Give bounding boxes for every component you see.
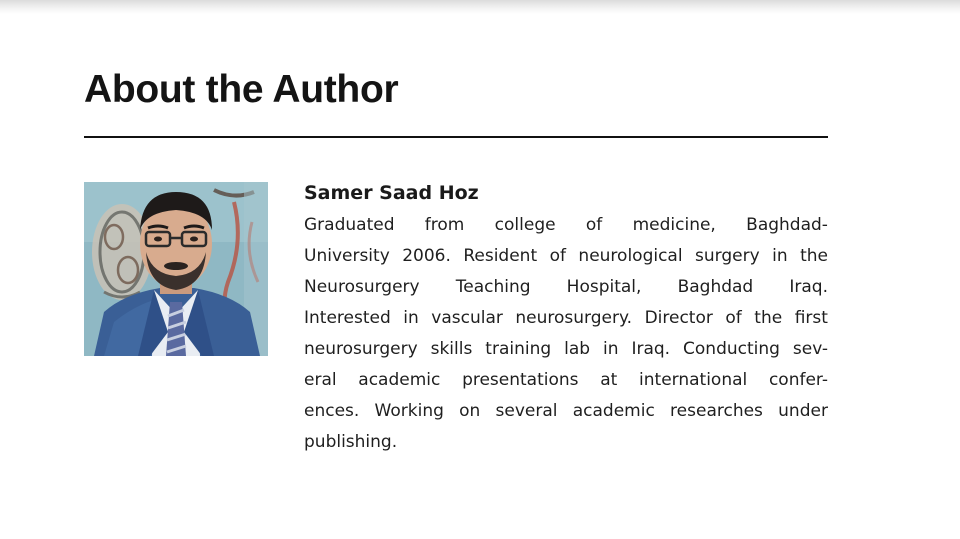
- bio-line: [304, 241, 828, 272]
- bio-word: ences.: [304, 401, 360, 421]
- bio-word: of: [725, 308, 742, 328]
- bio-word: several: [495, 401, 558, 421]
- author-photo: [84, 182, 268, 356]
- bio-word: from: [424, 215, 465, 235]
- bio-word: Iraq.: [631, 339, 671, 359]
- bio-word: confer-: [768, 370, 828, 390]
- bio-word: academic: [358, 370, 441, 390]
- bio-word: Director: [644, 308, 713, 328]
- bio-line: [304, 334, 828, 365]
- bio-word: the: [800, 246, 828, 266]
- bio-word: training: [485, 339, 552, 359]
- bio-word: vascular: [431, 308, 503, 328]
- bio-word: lab: [564, 339, 591, 359]
- bio-line: [304, 303, 828, 334]
- bio-word: under: [778, 401, 828, 421]
- page-top-shadow: [0, 0, 960, 14]
- author-portrait-icon: [84, 182, 268, 356]
- bio-word: neurosurgery.: [515, 308, 633, 328]
- page-title: About the Author: [84, 68, 399, 111]
- bio-word: Conducting: [683, 339, 780, 359]
- bio-word: skills: [430, 339, 473, 359]
- bio-text: [304, 210, 828, 458]
- bio-word: the: [754, 308, 783, 328]
- bio-word: in: [403, 308, 419, 328]
- bio-word: of: [549, 246, 566, 266]
- bio-word: in: [603, 339, 619, 359]
- bio-word: University: [304, 246, 390, 266]
- bio-word: 2006.: [402, 246, 451, 266]
- bio-word: neurosurgery: [304, 339, 418, 359]
- bio-word: Baghdad-: [746, 215, 828, 235]
- bio-line: publishing.: [304, 432, 398, 452]
- bio-word: eral: [304, 370, 337, 390]
- bio-word: Neurosurgery: [304, 277, 420, 297]
- author-bio: [304, 176, 828, 458]
- bio-word: neurological: [578, 246, 683, 266]
- bio-word: college: [494, 215, 556, 235]
- bio-word: Resident: [463, 246, 538, 266]
- bio-line: [304, 396, 828, 427]
- bio-word: at: [600, 370, 618, 390]
- bio-word: academic: [572, 401, 655, 421]
- bio-word: Baghdad: [677, 277, 754, 297]
- bio-line: [304, 272, 828, 303]
- bio-word: Graduated: [304, 215, 395, 235]
- bio-word: Working: [374, 401, 444, 421]
- bio-line: [304, 365, 828, 396]
- bio-word: Teaching: [455, 277, 531, 297]
- bio-word: surgery: [695, 246, 760, 266]
- bio-word: researches: [670, 401, 763, 421]
- bio-word: Iraq.: [789, 277, 828, 297]
- bio-word: Interested: [304, 308, 391, 328]
- bio-word: first: [794, 308, 828, 328]
- bio-word: sev-: [792, 339, 828, 359]
- bio-word: of: [585, 215, 603, 235]
- bio-word: Hospital,: [566, 277, 642, 297]
- bio-word: in: [772, 246, 788, 266]
- bio-word: medicine,: [632, 215, 716, 235]
- author-name: Samer Saad Hoz: [304, 182, 479, 204]
- bio-line: [304, 210, 828, 241]
- bio-word: presentations: [462, 370, 579, 390]
- bio-word: on: [459, 401, 481, 421]
- bio-word: international: [639, 370, 748, 390]
- title-divider: [84, 136, 828, 138]
